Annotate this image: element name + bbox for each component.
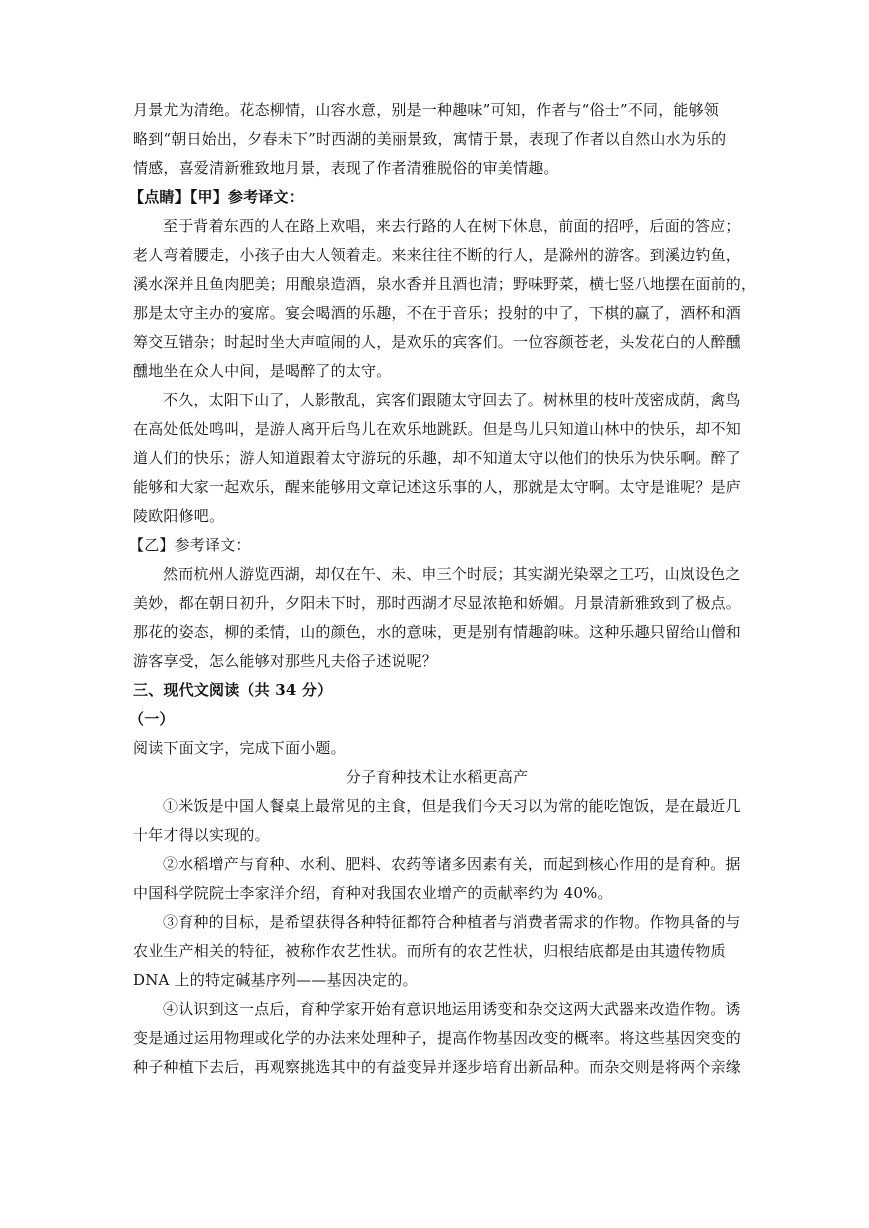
text-line: 十年才得以实现的。 xyxy=(133,826,270,844)
document-page xyxy=(129,96,757,1082)
text-line: 种子种植下去后，再观察挑选其中的有益变异并逐步培育出新品种。而杂交则是将两个亲缘 xyxy=(133,1058,742,1076)
text-line: 在高处低处鸣叫，是游人离开后鸟儿在欢乐地跳跃。但是鸟儿只知道山林中的快乐，却不知 xyxy=(133,420,742,438)
text-line: 老人弯着腰走，小孩子由大人领着走。来来往往不断的行人，是滁州的游客。到溪边钓鱼， xyxy=(133,246,742,264)
text-line: 情感，喜爱清新雅致地月景，表现了作者清雅脱俗的审美情趣。 xyxy=(133,159,559,177)
text-line: 道人们的快乐；游人知道跟着太守游玩的乐趣，却不知道太守以他们的快乐为快乐啊。醉了 xyxy=(133,449,742,467)
text-line: 醺地坐在众人中间，是喝醉了的太守。 xyxy=(133,362,392,380)
article-paragraph-4 xyxy=(133,995,741,1082)
text-line: ②水稻增产与育种、水利、肥料、农药等诸多因素有关，而起到核心作用的是育种。据 xyxy=(163,855,741,873)
text-line: 不久，太阳下山了，人影散乱，宾客们跟随太守回去了。树林里的枝叶茂密成荫，禽鸟 xyxy=(163,391,741,409)
section-heading: 三、现代文阅读（共 34 分） xyxy=(133,681,333,699)
jia-translation-paragraph-1 xyxy=(133,212,757,386)
text-line: 变是通过运用物理或化学的办法来处理种子，提高作物基因改变的概率。将这些基因突变的 xyxy=(133,1029,742,1047)
text-line: 那是太守主办的宴席。宴会喝酒的乐趣，不在于音乐；投射的中了，下棋的赢了，酒杯和酒 xyxy=(133,304,742,322)
yi-translation-paragraph xyxy=(133,560,741,676)
jia-translation-heading: 【点睛】【甲】参考译文： xyxy=(129,188,304,206)
text-line: 月景尤为清绝。花态柳情，山容水意，别是一种趣味”可知，作者与“俗士”不同，能够领 xyxy=(133,101,720,119)
text-line: 能够和大家一起欢乐，醒来能够用文章记述这乐事的人，那就是太守啊。太守是谁呢？是庐 xyxy=(133,478,742,496)
text-line: ①米饭是中国人餐桌上最常见的主食，但是我们今天习以为常的能吃饱饭，是在最近几 xyxy=(163,797,741,815)
text-line: 美妙，都在朝日初升，夕阳未下时，那时西湖才尽显浓艳和娇媚。月景清新雅致到了极点。 xyxy=(133,594,742,612)
text-line: 至于背着东西的人在路上欢唱，来去行路的人在树下休息，前面的招呼，后面的答应； xyxy=(163,217,741,235)
text-line: ④认识到这一点后，育种学家开始有意识地运用诱变和杂交这两大武器来改造作物。诱 xyxy=(163,1000,741,1018)
text-line: DNA 上的特定碱基序列——基因决定的。 xyxy=(133,971,418,989)
text-line: 中国科学院院士李家洋介绍，育种对我国农业增产的贡献率约为 40%。 xyxy=(133,884,613,902)
text-line: 农业生产相关的特征，被称作农艺性状。而所有的农艺性状，归根结底都是由其遗传物质 xyxy=(133,942,726,960)
text-line: 那花的姿态，柳的柔情，山的颜色，水的意味，更是别有情趣韵味。这种乐趣只留给山僧和 xyxy=(133,623,742,641)
text-line: 然而杭州人游览西湖，却仅在午、未、申三个时辰；其实湖光染翠之工巧，山岚设色之 xyxy=(163,565,741,583)
text-line: 游客享受，怎么能够对那些凡夫俗子述说呢？ xyxy=(133,652,438,670)
reading-instruction: 阅读下面文字，完成下面小题。 xyxy=(133,739,346,757)
article-paragraph-2 xyxy=(133,850,741,908)
jia-translation-paragraph-2 xyxy=(133,386,741,531)
text-line: ③育种的目标，是希望获得各种特征都符合种植者与消费者需求的作物。作物具备的与 xyxy=(163,913,741,931)
article-paragraph-1 xyxy=(133,792,741,850)
subsection-label: （一） xyxy=(129,710,175,728)
text-line: 溪水深并且鱼肉肥美；用酿泉造酒，泉水香并且酒也清；野味野菜，横七竖八地摆在面前的， xyxy=(133,275,757,293)
text-line: 陵欧阳修吧。 xyxy=(133,507,225,525)
text-line: 筹交互错杂；时起时坐大声喧闹的人，是欢乐的宾客们。一位容颜苍老，头发花白的人醉醺 xyxy=(133,333,742,351)
previous-answer-text xyxy=(133,96,741,183)
yi-translation-heading: 【乙】参考译文： xyxy=(129,536,251,554)
article-paragraph-3 xyxy=(133,908,741,995)
article-title: 分子育种技术让水稻更高产 xyxy=(345,768,529,786)
text-line: 略到“朝日始出，夕春未下”时西湖的美丽景致，寓情于景，表现了作者以自然山水为乐的 xyxy=(133,130,727,148)
